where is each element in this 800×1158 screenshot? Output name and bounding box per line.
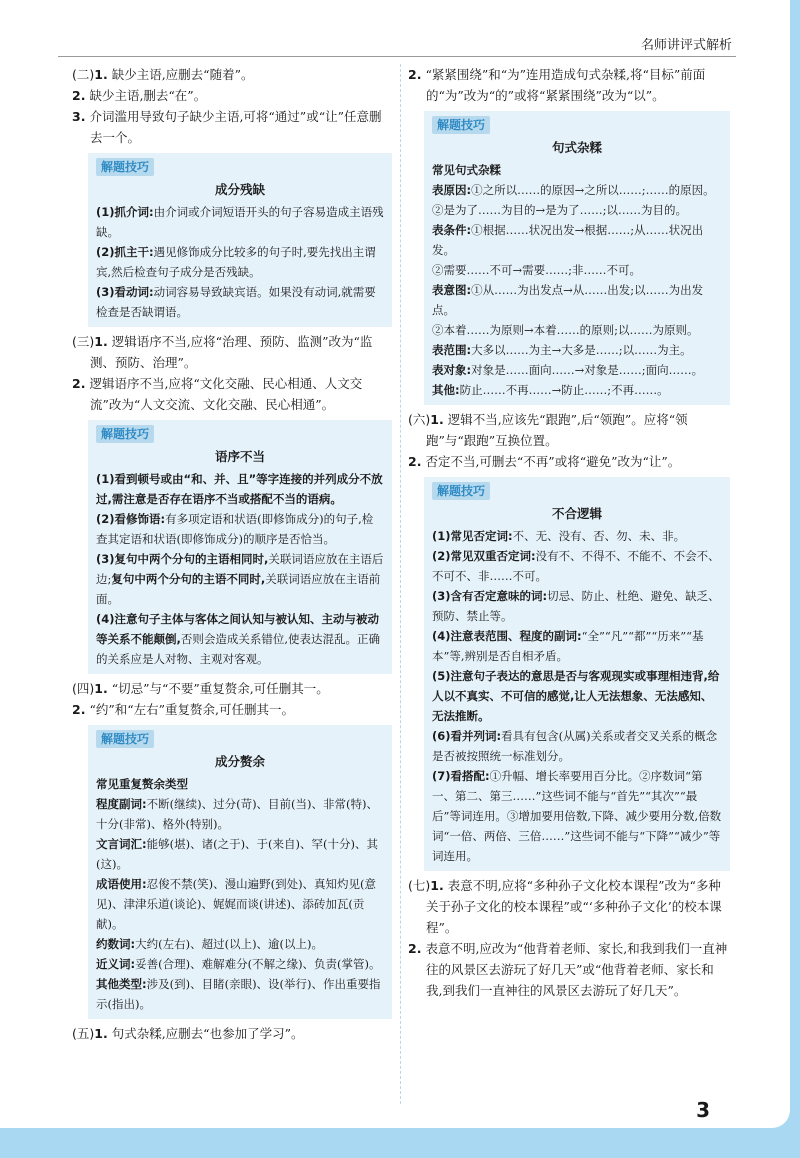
tip-item-text: ①升幅、增长率要用百分比。②序数词“第一、第二、第三……”这些词不能与“首先”“其次”“最后”等词连用。③增加要用倍数,下降、减少要用分数,倍数词“一倍、两倍、三倍……”这些词不能与“下降”“减少”等词连用。 [432,769,722,863]
tip-box-redundancy [88,725,392,1019]
tip-item [432,260,722,280]
answers-section-7 [408,875,730,1001]
tip-item-label: 表对象: [432,363,472,377]
answer-item [408,409,730,451]
tip-item-text: 忍俊不禁(笑)、漫山遍野(到处)、真知灼见(意见)、津津乐道(谈论)、娓娓而谈(讲述)、添砖加瓦(贡献)。 [96,877,377,931]
tip-item [432,380,722,400]
tip-item-label: 复句中两个分句的主语不同时, [111,572,266,586]
tip-item-text: 有多项定语和状语(即修饰成分)的句子,检查其定语和状语(即修饰成分)的顺序是否恰当。 [96,512,374,546]
tip-item [96,549,384,609]
tip-item-label: 近义词: [96,957,136,971]
tip-item [96,509,384,549]
item-number: 2. [408,67,422,82]
item-text: 逻辑语序不当,应将“文化交融、民心相通、人文交流”改为“人文交流、文化交融、民心相通”。 [89,376,363,412]
tip-item-label: (3)复句中两个分句的主语相同时, [96,552,269,566]
tip-title: 语序不当 [214,449,265,464]
tip-item-text: ②是为了……为目的→是为了……;以……为目的。 [432,203,688,217]
item-number: 1. [94,334,108,349]
item-text: “紧紧围绕”和“为”连用造成句式杂糅,将“目标”前面的“为”改为“的”或将“紧紧围绕”改为“以”。 [425,67,706,103]
answer-item [72,678,392,699]
tip-item [96,834,384,874]
tip-box-missing-components [88,153,392,327]
tip-item-label: (5)注意句子表达的意思是否与客观现实或事理相违背,给人以不真实、不可信的感觉,让人无法想象、无法感知、无法推断。 [432,669,720,723]
answer-item [72,373,392,415]
right-column [408,64,730,1001]
tip-item-text: 切忌、防止、杜绝、避免、缺乏、预防、禁止等。 [432,589,720,623]
tip-badge: 解题技巧 [96,425,154,443]
item-text: 句式杂糅,应删去“也参加了学习”。 [111,1026,304,1041]
tip-item-text: 关联词语应放在主语前面。 [96,572,381,606]
section-marker: (二) [72,67,95,82]
tip-item [432,200,722,220]
tip-item-label: 其他类型: [96,977,147,991]
tip-item [432,220,722,260]
column-divider [400,64,401,1104]
tip-item [432,546,722,586]
tip-item [432,626,722,666]
tip-item-label: (3)含有否定意味的词: [432,589,548,603]
tip-item-label: 成语使用: [96,877,147,891]
tip-item [432,766,722,866]
answers-section-2 [72,64,392,148]
tip-badge: 解题技巧 [96,158,154,176]
item-number: 1. [94,67,108,82]
answers-section-6 [408,409,730,472]
tip-item-label: 其他: [432,383,460,397]
tip-item-text: ①根据……状况出发→根据……;从……状况出发。 [432,223,704,257]
tip-item-label: 表范围: [432,343,472,357]
header-rule [58,56,736,57]
item-number: 2. [72,702,86,717]
tip-item-label: (4)注意句子主体与客体之间认知与被认知、主动与被动等关系不能颠倒, [96,612,380,646]
answer-item [72,699,392,720]
tip-item-text: ①之所以……的原因→之所以……;……的原因。 [471,183,715,197]
answers-section-4 [72,678,392,720]
tip-item-label: (4)注意表范围、程度的副词: [432,629,582,643]
tip-item [432,666,722,726]
tip-item-label: (1)常见否定词: [432,529,513,543]
tip-item-text: 否则会造成关系错位,使表达混乱。正确的关系应是人对物、主观对客观。 [96,632,381,666]
item-text: “切忌”与“不要”重复赘余,可任删其一。 [111,681,329,696]
section-marker: (四) [72,681,95,696]
tip-item-text: ①从……为出发点→从……出发;以……为出发点。 [432,283,704,317]
tip-item-text: 对象是……面向……→对象是……;面向……。 [471,363,704,377]
item-text: 表意不明,应将“多种孙子文化校本课程”改为“多种关于孙子文化的校本课程”或“‘多种孙子文化’的校本课程”。 [426,878,722,935]
tip-subtitle: 常见句式杂糅 [432,163,501,177]
tip-item [96,202,384,242]
answer-item [72,1023,392,1044]
tip-badge: 解题技巧 [432,116,490,134]
tip-item [432,526,722,546]
tip-item-text: 动词容易导致缺宾语。如果没有动词,就需要检查是否缺谓语。 [96,285,376,319]
item-text: 缺少主语,应删去“随着”。 [111,67,254,82]
tip-item-text: 不断(继续)、过分(苛)、目前(当)、非常(特)、十分(非常)、格外(特别)。 [96,797,378,831]
tip-item-text: 大多以……为主→大多是……;以……为主。 [471,343,692,357]
item-text: 缺少主语,删去“在”。 [89,88,207,103]
item-text: 逻辑语序不当,应将“治理、预防、监测”改为“监测、预防、治理”。 [90,334,373,370]
tip-item-text: 看具有包含(从属)关系或者交叉关系的概念是否被按照统一标准划分。 [432,729,718,763]
tip-title: 成分残缺 [214,182,265,197]
answers-section-3 [72,331,392,415]
item-text: 表意不明,应改为“他背着老师、家长,和我到我们一直神往的风景区去游玩了好几天”或“他背着老师、家长和我,到我们一直神往的风景区去游玩了好几天”。 [425,941,728,998]
item-text: 否定不当,可删去“不再”或将“避免”改为“让”。 [425,454,681,469]
section-marker: (三) [72,334,95,349]
item-number: 1. [94,1026,108,1041]
item-number: 2. [408,941,422,956]
answer-item [408,64,730,106]
tip-title: 成分赘余 [214,754,265,769]
item-number: 1. [430,412,444,427]
item-text: “约”和“左右”重复赘余,可任删其一。 [89,702,294,717]
answer-item [72,106,392,148]
tip-item-text: 没有不、不得不、不能不、不会不、不可不、非……不可。 [432,549,720,583]
answer-item [408,875,730,938]
tip-item-label: 文言词汇: [96,837,147,851]
tip-item [96,794,384,834]
tip-item-label: (1)看到顿号或由“和、并、且”等字连接的并列成分不放过,需注意是否存在语序不当或搭配不当的语病。 [96,472,383,506]
tip-item [96,874,384,934]
answer-item [408,451,730,472]
tip-item [96,282,384,322]
item-number: 3. [72,109,86,124]
tip-item-label: 程度副词: [96,797,147,811]
section-marker: (五) [72,1026,95,1041]
tip-item-text: 防止……不再……→防止……;不再……。 [459,383,669,397]
tip-item [432,360,722,380]
tip-item [432,280,722,320]
tip-item [432,586,722,626]
tip-item-text: 涉及(到)、目睹(亲眼)、设(举行)、作出重要指示(指出)。 [96,977,381,1011]
tip-box-mixed-structure [424,111,730,405]
tip-item [432,726,722,766]
tip-item [432,340,722,360]
tip-item-label: (7)看搭配: [432,769,490,783]
tip-item [96,609,384,669]
tip-subtitle: 常见重复赘余类型 [96,777,188,791]
page-number: 3 [696,1098,710,1122]
tip-item-text: ②需要……不可→需要……;非……不可。 [432,263,642,277]
tip-item-text: ②本着……为原则→本着……的原则;以……为原则。 [432,323,699,337]
left-column [72,64,392,1044]
item-number: 1. [430,878,444,893]
tip-title: 句式杂糅 [551,140,602,155]
answer-item [72,64,392,85]
tip-item [96,974,384,1014]
tip-item-label: (6)看并列词: [432,729,502,743]
tip-box-word-order [88,420,392,674]
tip-item-label: (2)看修饰语: [96,512,166,526]
tip-item-label: 表条件: [432,223,472,237]
item-text: 逻辑不当,应该先“跟跑”,后“领跑”。应将“领跑”与“跟跑”互换位置。 [426,412,688,448]
tip-item-text: 能够(堪)、诸(之于)、于(来自)、罕(十分)、其(这)。 [96,837,378,871]
tip-item [96,242,384,282]
tip-item-text: 妥善(合理)、难解难分(不解之缘)、负责(掌管)。 [135,957,381,971]
tip-item [96,934,384,954]
tip-item-label: 表意图: [432,283,472,297]
tip-item [96,469,384,509]
tip-badge: 解题技巧 [432,482,490,500]
answer-item [408,938,730,1001]
tip-item [432,180,722,200]
tip-item-label: (1)抓介词: [96,205,154,219]
answers-section-5-cont [408,64,730,106]
tip-badge: 解题技巧 [96,730,154,748]
answer-item [72,85,392,106]
section-marker: (六) [408,412,431,427]
tip-box-illogical [424,477,730,871]
tip-item-text: 关联词语应放在主语后边; [96,552,384,586]
item-text: 介词滥用导致句子缺少主语,可将“通过”或“让”任意删去一个。 [89,109,382,145]
item-number: 2. [72,88,86,103]
item-number: 1. [94,681,108,696]
item-number: 2. [408,454,422,469]
tip-item-label: (2)抓主干: [96,245,154,259]
header-title: 名师讲评式解析 [640,38,732,53]
tip-title: 不合逻辑 [551,506,602,521]
tip-item-label: 表原因: [432,183,472,197]
tip-item-text: 由介词或介词短语开头的句子容易造成主语残缺。 [96,205,384,239]
tip-item-text: 遇见修饰成分比较多的句子时,要先找出主谓宾,然后检查句子成分是否残缺。 [96,245,376,279]
section-marker: (七) [408,878,431,893]
item-number: 2. [72,376,86,391]
answers-section-5 [72,1023,392,1044]
tip-item-text: 大约(左右)、超过(以上)、逾(以上)。 [135,937,324,951]
tip-item-text: 不、无、没有、否、勿、未、非。 [512,529,686,543]
tip-item-label: (3)看动词: [96,285,154,299]
answer-item [72,331,392,373]
tip-item-text: “全”“凡”“都”“历来”“基本”等,辨别是否自相矛盾。 [432,629,704,663]
tip-item [432,320,722,340]
tip-item [96,954,384,974]
tip-item-label: (2)常见双重否定词: [432,549,536,563]
tip-item-label: 约数词: [96,937,136,951]
